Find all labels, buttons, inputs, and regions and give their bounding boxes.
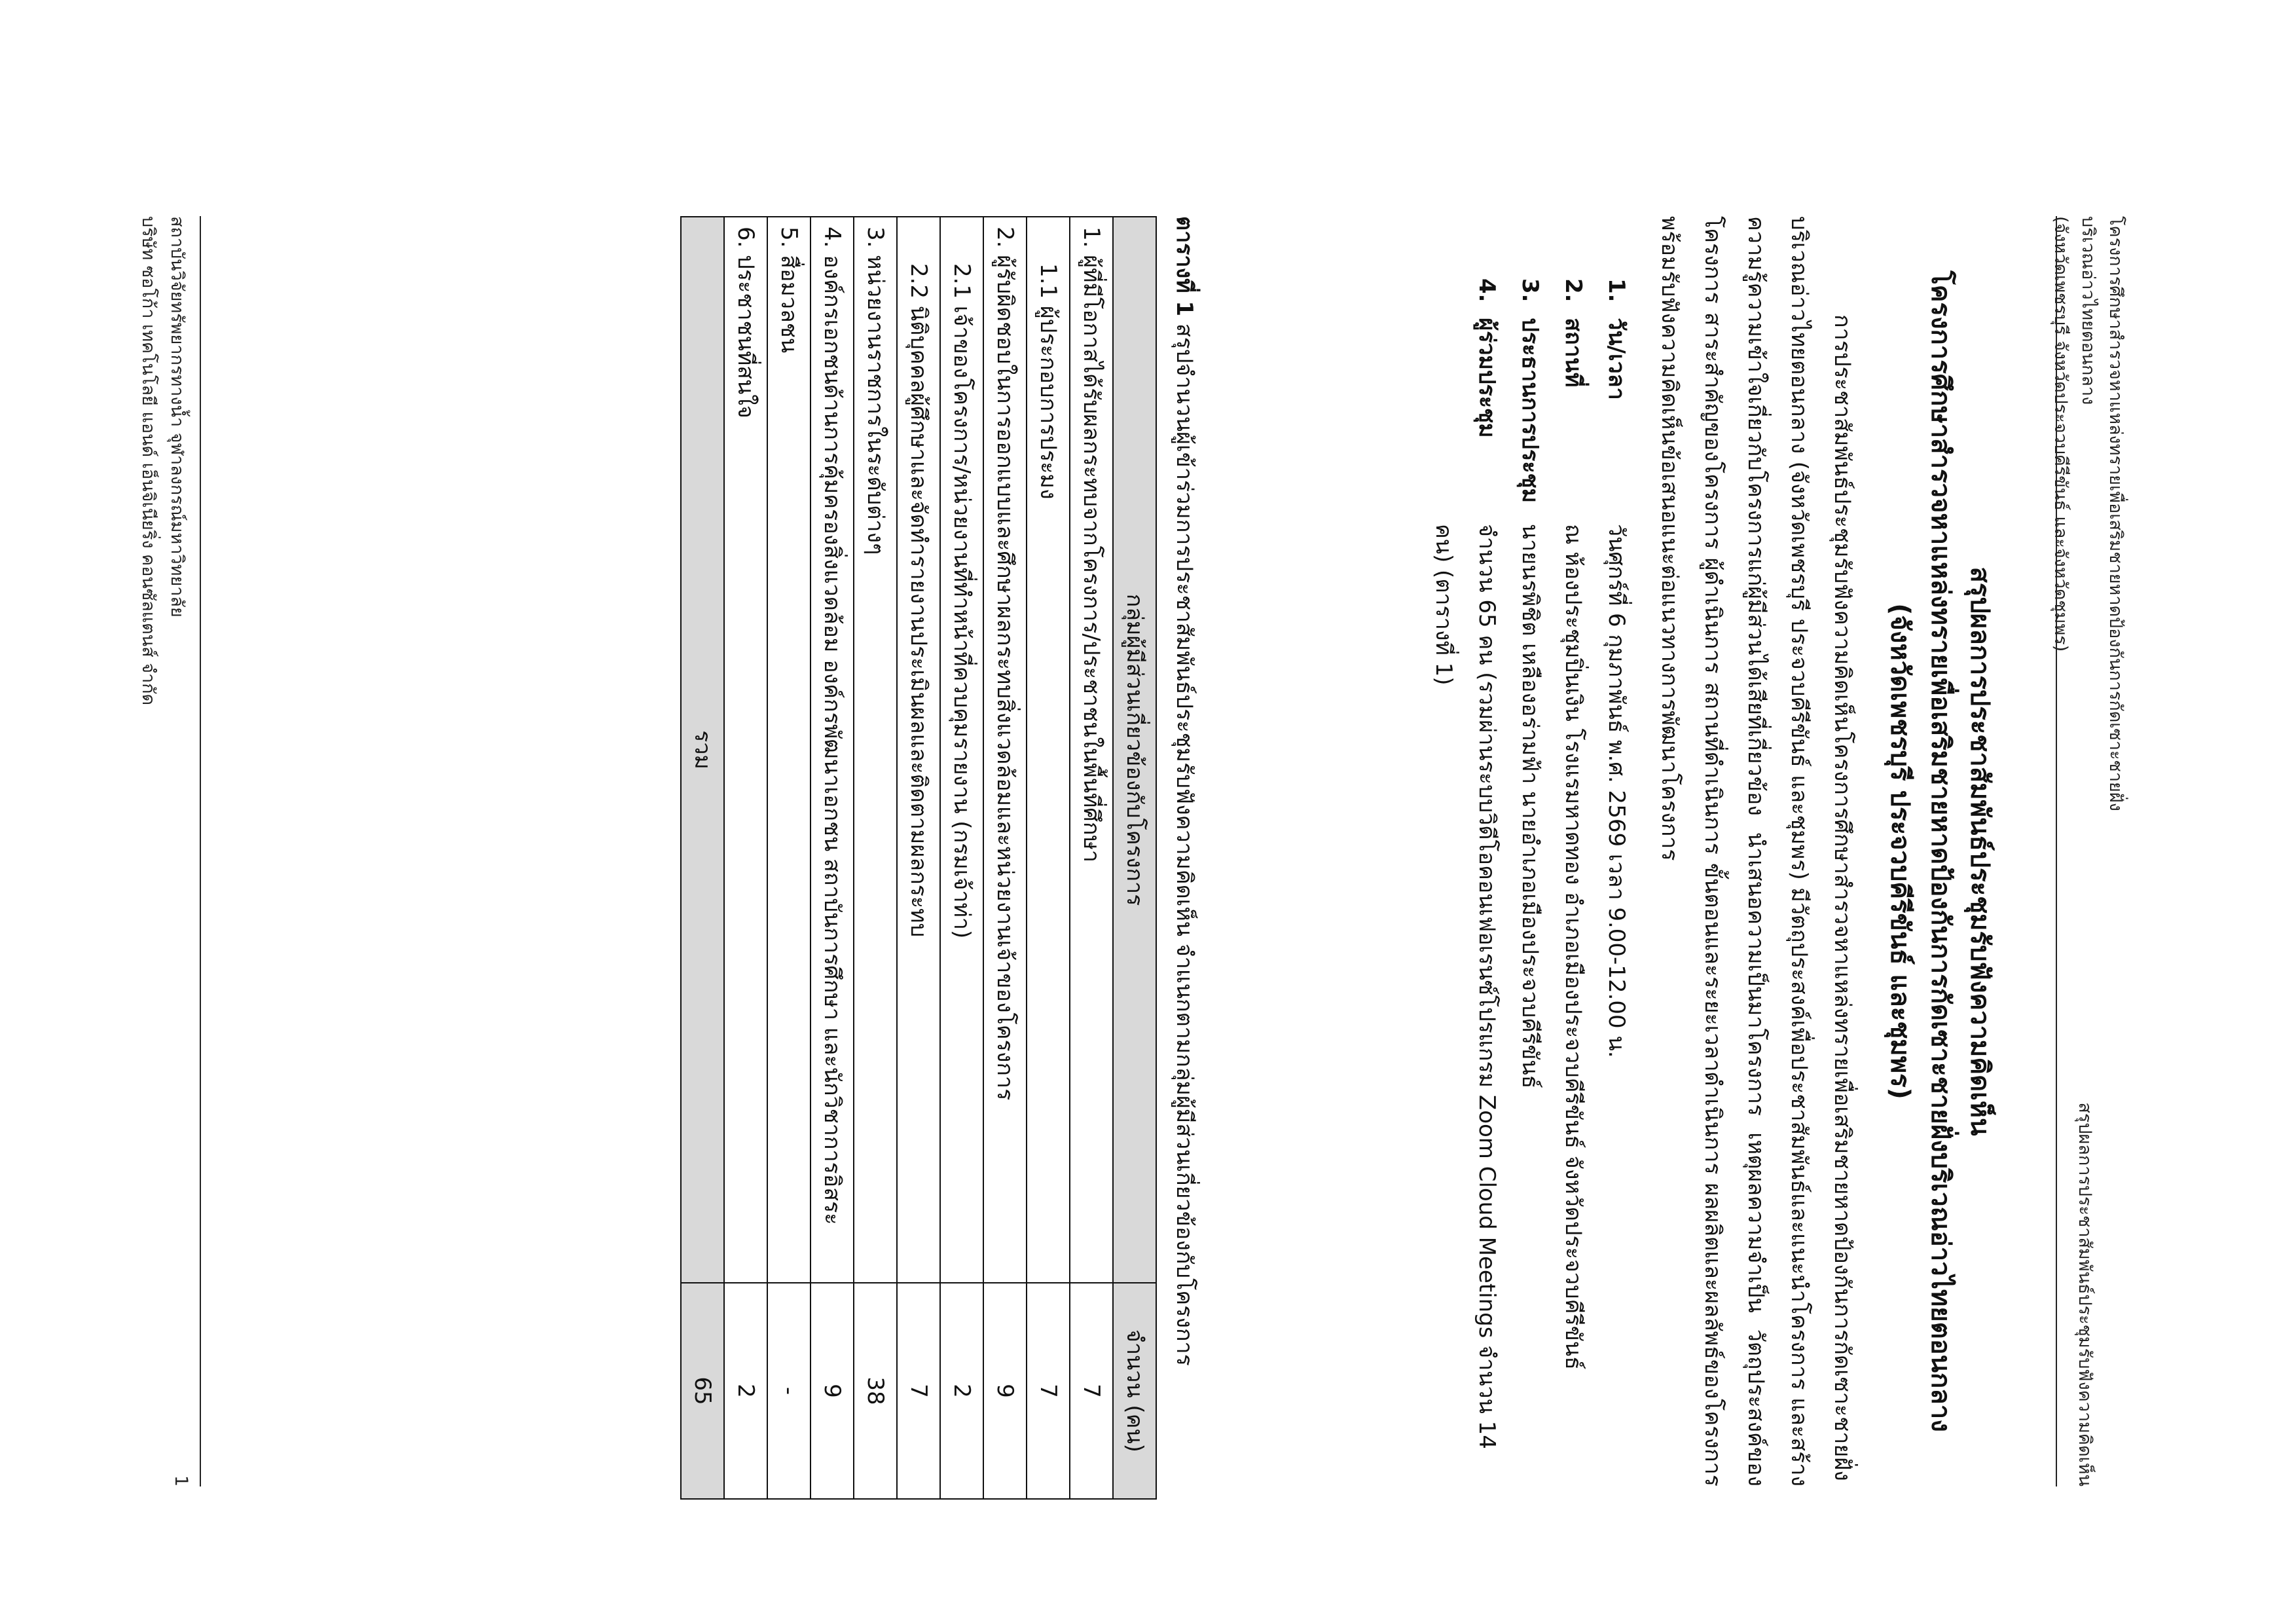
- running-header-project: [2047, 216, 2129, 811]
- footer-line: สถาบันวิจัยทรัพยากรทางน้ำ จุฬาลงกรณ์มหาวิทยาลัย: [167, 216, 187, 618]
- group-cell: 2. ผู้รับผิดชอบในการออกแบบและศึกษาผลกระทบสิ่งแวดล้อมและหน่วยงานเจ้าของโครงการ: [983, 217, 1027, 1283]
- intro-paragraph: การประชาสัมพันธ์ประชุมรับฟังความคิดเห็นโครงการศึกษาสำรวจหาแหล่งทรายเพื่อเสริมชายหาดป้องกันการกัดเซาะชายฝั่งบริเวณอ่าวไทยตอนกลาง (จังหวัดเพชรบุรี ประจวบคีรีขันธ์ และชุมพร) มีวัตถุประสงค์เพื่อประชาสัมพันธ์และแนะนำโครงการ และสร้างความรู้ความเข้าใจเกี่ยวกับโครงการแก่ผู้มีส่วนได้เสียที่เกี่ยวข้อง นำเสนอความเป็นมาโครงการ เหตุผลความจำเป็น วัตถุประสงค์ของโครงการ สาระสำคัญของโครงการ ผู้ดำเนินการ สถานที่ดำเนินการ ขั้นตอนและระยะเวลาดำเนินการ ผลผลิตและผลลัพธ์ของโครงการ พร้อมรับฟังความคิดเห็นข้อเสนอแนะต่อแนวทางการพัฒนาโครงการ: [1656, 216, 1855, 1486]
- count-cell: 9: [811, 1283, 854, 1499]
- count-cell: 7: [1070, 1283, 1113, 1499]
- table-caption-text: สรุปจำนวนผู้เข้าร่วมการประชาสัมพันธ์ประชุมรับฟังความคิดเห็น จำแนกตามกลุ่มผู้มีส่วนเกี่ยวข้องกับโครงการ: [1171, 323, 1197, 1366]
- table-row: [854, 217, 897, 1499]
- footer-organizations: [134, 216, 191, 705]
- detail-venue: [1552, 216, 1595, 1486]
- column-header-group: กลุ่มผู้มีส่วนเกี่ยวข้องกับโครงการ: [1113, 217, 1156, 1283]
- table-row: [811, 217, 854, 1499]
- page-number: 1: [171, 1475, 191, 1486]
- table-row: [897, 217, 940, 1499]
- count-cell: 9: [983, 1283, 1027, 1499]
- detail-attendees: [1422, 216, 1508, 1486]
- table-caption: [1163, 216, 1206, 1493]
- document-subtitle-provinces: (จังหวัดเพชรบุรี ประจวบคีรีขันธ์ และชุมพร): [1885, 603, 1915, 1099]
- count-cell: 7: [897, 1283, 940, 1499]
- detail-label: 3. ประธานการประชุม: [1517, 278, 1543, 503]
- count-cell: 38: [854, 1283, 897, 1499]
- detail-value: นายนรพิชิต เหลืองอร่ามฟ้า นายอำเภอเมืองประจวบคีรีขันธ์: [1517, 524, 1543, 1089]
- document-subtitle: โครงการศึกษาสำรวจหาแหล่งทรายเพื่อเสริมชายหาดป้องกันการกัดเซาะชายฝั่งบริเวณอ่าวไทยตอนกลาง: [1925, 270, 1956, 1432]
- detail-value: จำนวน 65 คน (รวมผ่านระบบวิดีโอคอนเฟอเรนซ์โปรแกรม Zoom Cloud Meetings จำนวน 14 คน) (ตารางที่ 1): [1430, 524, 1500, 1449]
- detail-label: 2. สถานที่: [1560, 278, 1586, 388]
- table-row: [724, 217, 767, 1499]
- header-line: โครงการศึกษาสำรวจหาแหล่งทรายเพื่อเสริมชายหาดป้องกันการกัดเซาะชายฝั่ง: [2105, 216, 2126, 811]
- meeting-details: [1422, 216, 1638, 1486]
- document-title: สรุปผลการประชาสัมพันธ์ประชุมรับฟังความคิดเห็น: [1965, 566, 1995, 1136]
- group-cell: 2.1 เจ้าของโครงการ/หน่วยงานที่ทำหน้าที่ควบคุมรายงาน (กรมเจ้าท่า): [940, 217, 983, 1283]
- table-header-row: [1113, 217, 1156, 1499]
- table-caption-label: ตารางที่ 1: [1171, 216, 1197, 317]
- detail-label: 1. วัน/เวลา: [1603, 278, 1630, 400]
- table-row: [1027, 217, 1070, 1499]
- footer-divider: [200, 216, 201, 1486]
- table-row: [1070, 217, 1113, 1499]
- table-row: [940, 217, 983, 1499]
- running-header-section: สรุปผลการประชาสัมพันธ์ประชุมรับฟังความคิดเห็น: [2075, 1102, 2095, 1486]
- detail-label: 4. ผู้ร่วมประชุม: [1474, 278, 1500, 438]
- header-line: บริเวณอ่าวไทยตอนกลาง: [2078, 216, 2098, 405]
- footer-line: บริษัท ซอโก้า เทคโนโลยี แอนด์ เอ็นจิเนียริ่ง คอนซัลแตนส์ จำกัด: [138, 216, 158, 706]
- detail-value: ณ ห้องประชุมปิ่นเงิน โรงแรมหาดทอง อำเภอเมืองประจวบคีรีขันธ์ จังหวัดประจวบคีรีขันธ์: [1560, 524, 1586, 1370]
- count-cell: 7: [1027, 1283, 1070, 1499]
- group-cell: 1. ผู้ที่มีโอกาสได้รับผลกระทบจากโครงการ/ประชาชนในพื้นที่ศึกษา: [1070, 217, 1113, 1283]
- header-line: (จังหวัดเพชรบุรี จังหวัดประจวบคีรีขันธ์ และจังหวัดชุมพร): [2050, 216, 2071, 652]
- group-cell: 4. องค์กรเอกชนด้านการคุ้มครองสิ่งแวดล้อม องค์กรพัฒนาเอกชน สถาบันการศึกษา และนักวิชาการอิสระ: [811, 217, 854, 1283]
- table-row: [767, 217, 811, 1499]
- table-total-row: [681, 217, 724, 1499]
- count-cell: -: [767, 1283, 811, 1499]
- count-cell: 2: [724, 1283, 767, 1499]
- group-cell: 3. หน่วยงานราชการในระดับต่างๆ: [854, 217, 897, 1283]
- total-count: 65: [681, 1283, 724, 1499]
- group-cell: 1.1 ผู้ประกอบการประมง: [1027, 217, 1070, 1283]
- detail-chairperson: [1508, 216, 1552, 1486]
- count-cell: 2: [940, 1283, 983, 1499]
- group-cell: 6. ประชาชนที่สนใจ: [724, 217, 767, 1283]
- participants-table: [680, 216, 1157, 1500]
- total-label: รวม: [681, 217, 724, 1283]
- detail-value: วันศุกร์ที่ 6 กุมภาพันธ์ พ.ศ. 2569 เวลา 9.00-12.00 น.: [1603, 524, 1630, 1058]
- header-divider: [2056, 216, 2057, 1486]
- group-cell: 2.2 นิติบุคคลผู้ศึกษาและจัดทำรายงานประเมินผลและติดตามผลกระทบ: [897, 217, 940, 1283]
- column-header-count: จำนวน (คน): [1113, 1283, 1156, 1499]
- table-row: [983, 217, 1027, 1499]
- detail-datetime: [1595, 216, 1638, 1486]
- group-cell: 5. สื่อมวลชน: [767, 217, 811, 1283]
